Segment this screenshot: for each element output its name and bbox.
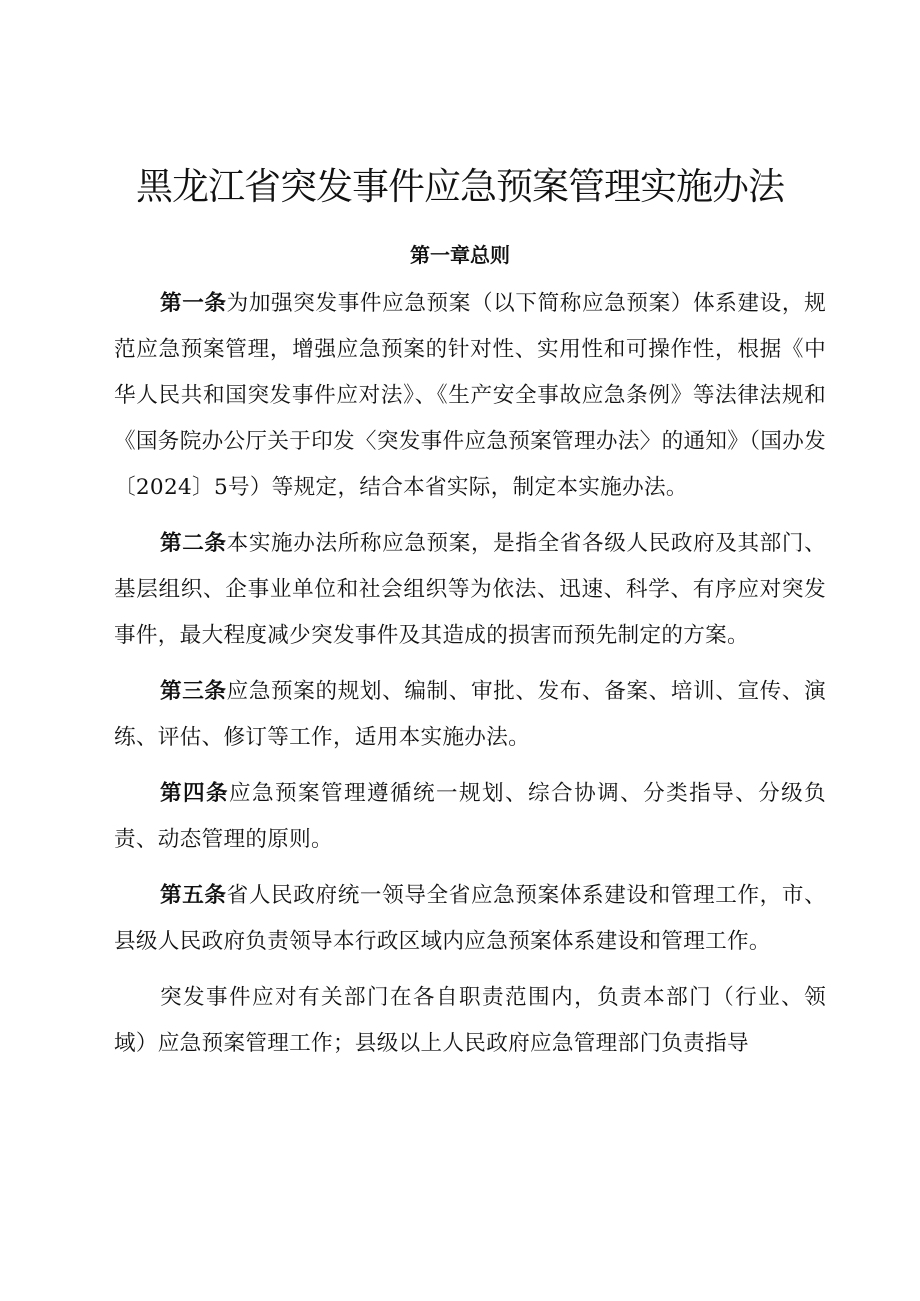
article-text: 本实施办法所称应急预案，是指全省各级人民政府及其部门、基层组织、企事业单位和社会组织等为依法、迅速、科学、有序应对突发事件，最大程度减少突发事件及其造成的损害而预先制定的方案。 — [114, 531, 826, 648]
article-number: 第一条 — [160, 291, 227, 316]
article-4-paragraph — [114, 771, 826, 863]
paragraph-text: 突发事件应对有关部门在各自职责范围内，负责本部门（行业、领域）应急预案管理工作；县级以上人民政府应急管理部门负责指导 — [114, 985, 826, 1056]
chapter-heading: 第一章总则 — [410, 243, 510, 267]
document-title: 黑龙江省突发事件应急预案管理实施办法 — [136, 165, 784, 208]
article-1-paragraph — [114, 281, 826, 511]
document-body — [114, 281, 826, 1077]
article-5-continuation-paragraph — [114, 975, 826, 1067]
article-text: 省人民政府统一领导全省应急预案体系建设和管理工作，市、县级人民政府负责领导本行政区域内应急预案体系建设和管理工作。 — [114, 883, 826, 954]
article-2-paragraph — [114, 521, 826, 659]
article-number: 第四条 — [160, 781, 230, 806]
article-5-paragraph — [114, 873, 826, 965]
article-number: 第五条 — [160, 883, 227, 908]
article-number: 第三条 — [160, 679, 227, 704]
article-number: 第二条 — [160, 531, 227, 556]
article-3-paragraph — [114, 669, 826, 761]
article-text: 为加强突发事件应急预案（以下简称应急预案）体系建设，规范应急预案管理，增强应急预案的针对性、实用性和可操作性，根据《中华人民共和国突发事件应对法》、《生产安全事故应急条例》等法律法规和《国务院办公厅关于印发〈突发事件应急预案管理办法〉的通知》（国办发〔2024〕5号）等规定，结合本省实际，制定本实施办法。 — [114, 291, 826, 500]
article-text: 应急预案的规划、编制、审批、发布、备案、培训、宣传、演练、评估、修订等工作，适用本实施办法。 — [114, 679, 826, 750]
article-text: 应急预案管理遵循统一规划、综合协调、分类指导、分级负责、动态管理的原则。 — [114, 781, 826, 852]
